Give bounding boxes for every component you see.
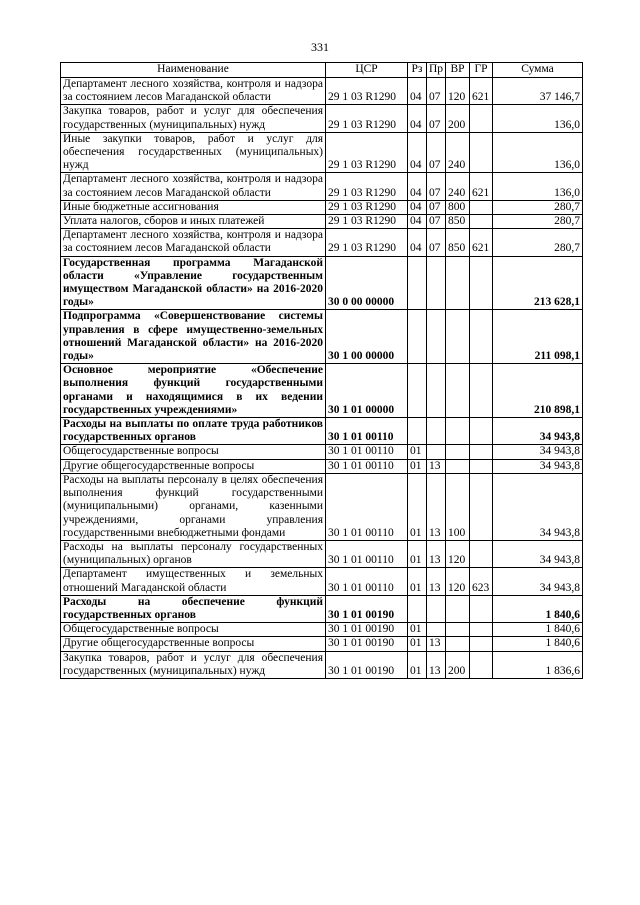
table-row: [61, 459, 583, 473]
cell-vr: [446, 310, 470, 364]
cell-vr: 800: [446, 200, 470, 214]
cell-name: Расходы на выплаты по оплате труда работников государственных органов: [61, 418, 326, 445]
cell-csr: 30 1 01 00110: [326, 459, 408, 473]
cell-rz: 01: [408, 651, 427, 678]
cell-vr: 850: [446, 215, 470, 229]
cell-sum: 34 943,8: [493, 459, 583, 473]
cell-vr: [446, 445, 470, 459]
cell-pr: 07: [427, 173, 446, 200]
cell-sum: 37 146,7: [493, 78, 583, 105]
table-row: [61, 568, 583, 595]
header-name: Наименование: [61, 63, 326, 78]
cell-name: Закупка товаров, работ и услуг для обеспечения государственных (муниципальных) нужд: [61, 105, 326, 132]
cell-vr: [446, 418, 470, 445]
cell-rz: 01: [408, 473, 427, 540]
cell-sum: 136,0: [493, 173, 583, 200]
cell-gr: 623: [470, 568, 493, 595]
cell-vr: 120: [446, 540, 470, 567]
cell-sum: 280,7: [493, 200, 583, 214]
cell-pr: [427, 445, 446, 459]
cell-vr: [446, 623, 470, 637]
table-row: [61, 229, 583, 256]
cell-name: Департамент лесного хозяйства, контроля и надзора за состоянием лесов Магаданской области: [61, 229, 326, 256]
cell-gr: 621: [470, 229, 493, 256]
table-row: [61, 364, 583, 418]
cell-pr: [427, 256, 446, 310]
cell-csr: 30 1 01 00110: [326, 473, 408, 540]
cell-gr: [470, 200, 493, 214]
cell-rz: 04: [408, 200, 427, 214]
cell-name: Общегосударственные вопросы: [61, 623, 326, 637]
cell-sum: 136,0: [493, 132, 583, 173]
cell-csr: 29 1 03 R1290: [326, 78, 408, 105]
cell-csr: 30 1 01 00190: [326, 623, 408, 637]
cell-pr: [427, 310, 446, 364]
cell-pr: 07: [427, 200, 446, 214]
cell-pr: 07: [427, 132, 446, 173]
cell-sum: 1 836,6: [493, 651, 583, 678]
cell-pr: 13: [427, 459, 446, 473]
cell-rz: 04: [408, 173, 427, 200]
cell-name: Подпрограмма «Совершенствование системы управления в сфере имущественно-земельных отношений Магаданской области» на 2016-2020 годы»: [61, 310, 326, 364]
cell-rz: [408, 256, 427, 310]
cell-pr: 13: [427, 568, 446, 595]
cell-gr: 621: [470, 78, 493, 105]
cell-gr: [470, 132, 493, 173]
cell-vr: [446, 364, 470, 418]
table-row: [61, 418, 583, 445]
cell-vr: 100: [446, 473, 470, 540]
cell-vr: 240: [446, 132, 470, 173]
cell-name: Департамент имущественных и земельных отношений Магаданской области: [61, 568, 326, 595]
cell-vr: 200: [446, 105, 470, 132]
cell-name: Расходы на выплаты персоналу государственных (муниципальных) органов: [61, 540, 326, 567]
table-row: [61, 200, 583, 214]
cell-rz: 04: [408, 105, 427, 132]
cell-gr: [470, 637, 493, 651]
cell-csr: 30 1 01 00110: [326, 445, 408, 459]
header-gr: ГР: [470, 63, 493, 78]
cell-gr: [470, 623, 493, 637]
cell-vr: [446, 459, 470, 473]
cell-rz: 01: [408, 459, 427, 473]
table-row: [61, 540, 583, 567]
cell-pr: 13: [427, 540, 446, 567]
cell-name: Иные бюджетные ассигнования: [61, 200, 326, 214]
cell-sum: 34 943,8: [493, 540, 583, 567]
cell-csr: 30 1 01 00110: [326, 568, 408, 595]
cell-rz: [408, 595, 427, 622]
table-row: [61, 173, 583, 200]
cell-rz: 01: [408, 637, 427, 651]
cell-rz: 01: [408, 445, 427, 459]
cell-gr: 621: [470, 173, 493, 200]
cell-gr: [470, 364, 493, 418]
cell-gr: [470, 651, 493, 678]
cell-pr: 07: [427, 229, 446, 256]
cell-pr: 13: [427, 651, 446, 678]
header-sum: Сумма: [493, 63, 583, 78]
cell-name: Уплата налогов, сборов и иных платежей: [61, 215, 326, 229]
cell-vr: [446, 256, 470, 310]
cell-sum: 210 898,1: [493, 364, 583, 418]
cell-name: Расходы на выплаты персоналу в целях обеспечения выполнения функций государственными (муниципальными) органами, казенными учреждениями, органами управления государственными внебюджетными фондами: [61, 473, 326, 540]
cell-pr: [427, 595, 446, 622]
table-row: [61, 637, 583, 651]
cell-name: Иные закупки товаров, работ и услуг для обеспечения государственных (муниципальных) нужд: [61, 132, 326, 173]
cell-rz: [408, 418, 427, 445]
cell-name: Департамент лесного хозяйства, контроля и надзора за состоянием лесов Магаданской области: [61, 78, 326, 105]
header-csr: ЦСР: [326, 63, 408, 78]
cell-csr: 29 1 03 R1290: [326, 132, 408, 173]
cell-sum: 280,7: [493, 215, 583, 229]
cell-sum: 1 840,6: [493, 637, 583, 651]
cell-pr: 07: [427, 215, 446, 229]
table-header-row: [61, 63, 583, 78]
cell-rz: 04: [408, 78, 427, 105]
cell-sum: 34 943,8: [493, 445, 583, 459]
cell-csr: 29 1 03 R1290: [326, 215, 408, 229]
table-row: [61, 256, 583, 310]
cell-name: Государственная программа Магаданской области «Управление государственным имуществом Магаданской области» на 2016-2020 годы»: [61, 256, 326, 310]
cell-pr: 07: [427, 105, 446, 132]
budget-table: [60, 62, 583, 679]
cell-rz: [408, 310, 427, 364]
cell-vr: 240: [446, 173, 470, 200]
cell-rz: [408, 364, 427, 418]
table-body: [61, 78, 583, 679]
cell-gr: [470, 105, 493, 132]
cell-rz: 04: [408, 132, 427, 173]
cell-gr: [470, 310, 493, 364]
table-row: [61, 595, 583, 622]
cell-csr: 30 1 01 00190: [326, 637, 408, 651]
cell-csr: 29 1 03 R1290: [326, 173, 408, 200]
cell-sum: 211 098,1: [493, 310, 583, 364]
cell-csr: 30 1 01 00190: [326, 595, 408, 622]
cell-csr: 29 1 03 R1290: [326, 200, 408, 214]
table-row: [61, 623, 583, 637]
cell-name: Общегосударственные вопросы: [61, 445, 326, 459]
cell-pr: [427, 364, 446, 418]
cell-vr: 120: [446, 568, 470, 595]
table-row: [61, 473, 583, 540]
cell-sum: 34 943,8: [493, 418, 583, 445]
cell-vr: [446, 595, 470, 622]
cell-gr: [470, 418, 493, 445]
cell-vr: 200: [446, 651, 470, 678]
cell-sum: 280,7: [493, 229, 583, 256]
cell-name: Другие общегосударственные вопросы: [61, 459, 326, 473]
cell-csr: 30 1 01 00110: [326, 418, 408, 445]
cell-csr: 30 1 01 00000: [326, 364, 408, 418]
cell-rz: 04: [408, 229, 427, 256]
cell-csr: 30 1 01 00110: [326, 540, 408, 567]
table-row: [61, 215, 583, 229]
cell-name: Основное мероприятие «Обеспечение выполнения функций государственными органами и находящимися в их ведении государственных учреждениями»: [61, 364, 326, 418]
cell-csr: 30 0 00 00000: [326, 256, 408, 310]
table-row: [61, 651, 583, 678]
cell-sum: 1 840,6: [493, 595, 583, 622]
table-row: [61, 445, 583, 459]
table-row: [61, 310, 583, 364]
cell-pr: 13: [427, 473, 446, 540]
header-rz: Рз: [408, 63, 427, 78]
cell-gr: [470, 445, 493, 459]
table-row: [61, 132, 583, 173]
cell-csr: 30 1 00 00000: [326, 310, 408, 364]
cell-csr: 29 1 03 R1290: [326, 229, 408, 256]
cell-name: Другие общегосударственные вопросы: [61, 637, 326, 651]
cell-gr: [470, 215, 493, 229]
cell-gr: [470, 459, 493, 473]
cell-name: Закупка товаров, работ и услуг для обеспечения государственных (муниципальных) нужд: [61, 651, 326, 678]
cell-vr: 120: [446, 78, 470, 105]
cell-pr: [427, 623, 446, 637]
cell-rz: 04: [408, 215, 427, 229]
page-number: 331: [311, 40, 329, 54]
cell-pr: 13: [427, 637, 446, 651]
cell-sum: 34 943,8: [493, 473, 583, 540]
cell-pr: 07: [427, 78, 446, 105]
cell-gr: [470, 595, 493, 622]
cell-sum: 213 628,1: [493, 256, 583, 310]
cell-gr: [470, 256, 493, 310]
cell-vr: 850: [446, 229, 470, 256]
cell-sum: 136,0: [493, 105, 583, 132]
cell-pr: [427, 418, 446, 445]
cell-gr: [470, 473, 493, 540]
table-row: [61, 78, 583, 105]
cell-csr: 29 1 03 R1290: [326, 105, 408, 132]
cell-sum: 34 943,8: [493, 568, 583, 595]
cell-rz: 01: [408, 623, 427, 637]
cell-gr: [470, 540, 493, 567]
cell-sum: 1 840,6: [493, 623, 583, 637]
cell-name: Департамент лесного хозяйства, контроля и надзора за состоянием лесов Магаданской области: [61, 173, 326, 200]
table-row: [61, 105, 583, 132]
header-vr: ВР: [446, 63, 470, 78]
cell-csr: 30 1 01 00190: [326, 651, 408, 678]
cell-rz: 01: [408, 568, 427, 595]
cell-vr: [446, 637, 470, 651]
cell-rz: 01: [408, 540, 427, 567]
header-pr: Пр: [427, 63, 446, 78]
cell-name: Расходы на обеспечение функций государственных органов: [61, 595, 326, 622]
